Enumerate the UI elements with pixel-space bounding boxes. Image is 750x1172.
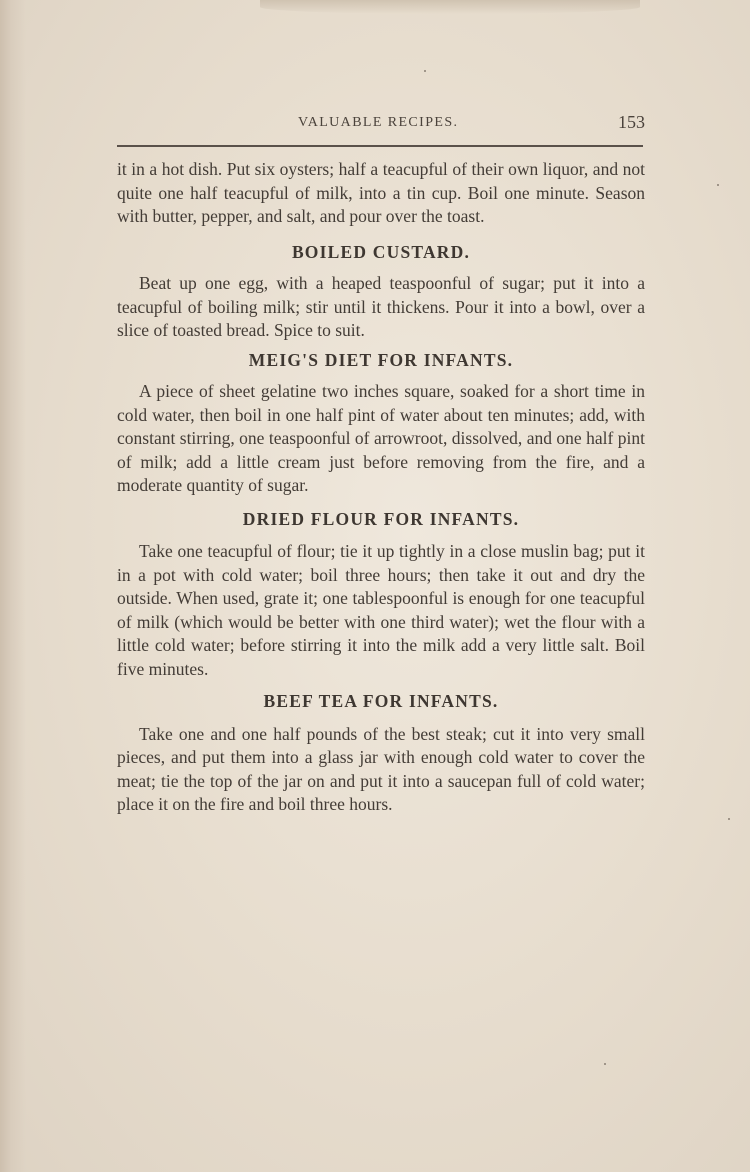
recipe-title-meigs-diet: MEIG'S DIET FOR INFANTS. [248, 349, 514, 370]
page-gutter-shadow [0, 0, 26, 1172]
recipe-text-meigs-diet: A piece of sheet gelatine two inches square, soaked for a short time in cold water, then boil in one half pint of water about ten minutes; add, with constant stirring, one teaspoonful of arrowroot, dissolved, and one half pint of milk; add a little cream just before removing from the fire, and a moderate quantity of sugar. [117, 381, 645, 495]
recipe-text-dried-flour: Take one teacupful of flour; tie it up tightly in a close muslin bag; put it in a pot with cold water; boil three hours; then take it out and dry the outside. When used, grate it; one tablespoonful is enough for one teacupful of milk (which would be better with one third water); wet the flour with a little cold water; before stirring it into the milk add a very little salt. Boil five minutes. [117, 541, 645, 679]
recipe-title-boiled-custard: BOILED CUSTARD. [291, 241, 471, 262]
recipe-title-beef-tea: BEEF TEA FOR INFANTS. [263, 691, 499, 711]
recipe-title-dried-flour: DRIED FLOUR FOR INFANTS. [242, 508, 520, 529]
page-header [115, 112, 645, 142]
header-rule [117, 145, 643, 147]
paper-speck [424, 70, 426, 72]
paper-speck [728, 818, 730, 820]
running-head: VALUABLE RECIPES. [298, 115, 459, 130]
recipe-text-beef-tea: Take one and one half pounds of the best steak; cut it into very small pieces, and put them into a glass jar with enough cold water to cover the meat; tie the top of the jar on and put it into a saucepan full of cold water; place it on the fire and boil three hours. [117, 723, 645, 814]
recipe-text-boiled-custard: Beat up one egg, with a heaped teaspoonful of sugar; put it into a teacupful of boiling milk; stir until it thickens. Pour it into a bowl, over a slice of toasted bread. Spice to suit. [117, 273, 645, 340]
paper-speck [717, 184, 719, 186]
continuation-paragraph: it in a hot dish. Put six oysters; half a teacupful of their own liquor, and not quite one half teacupful of milk, into a tin cup. Boil one minute. Season with butter, pepper, and salt, and pour over the toast. [117, 159, 645, 226]
page-number: 153 [618, 112, 645, 132]
paper-speck [604, 1063, 606, 1065]
page-body [117, 158, 645, 817]
top-edge-shadow [260, 0, 640, 14]
